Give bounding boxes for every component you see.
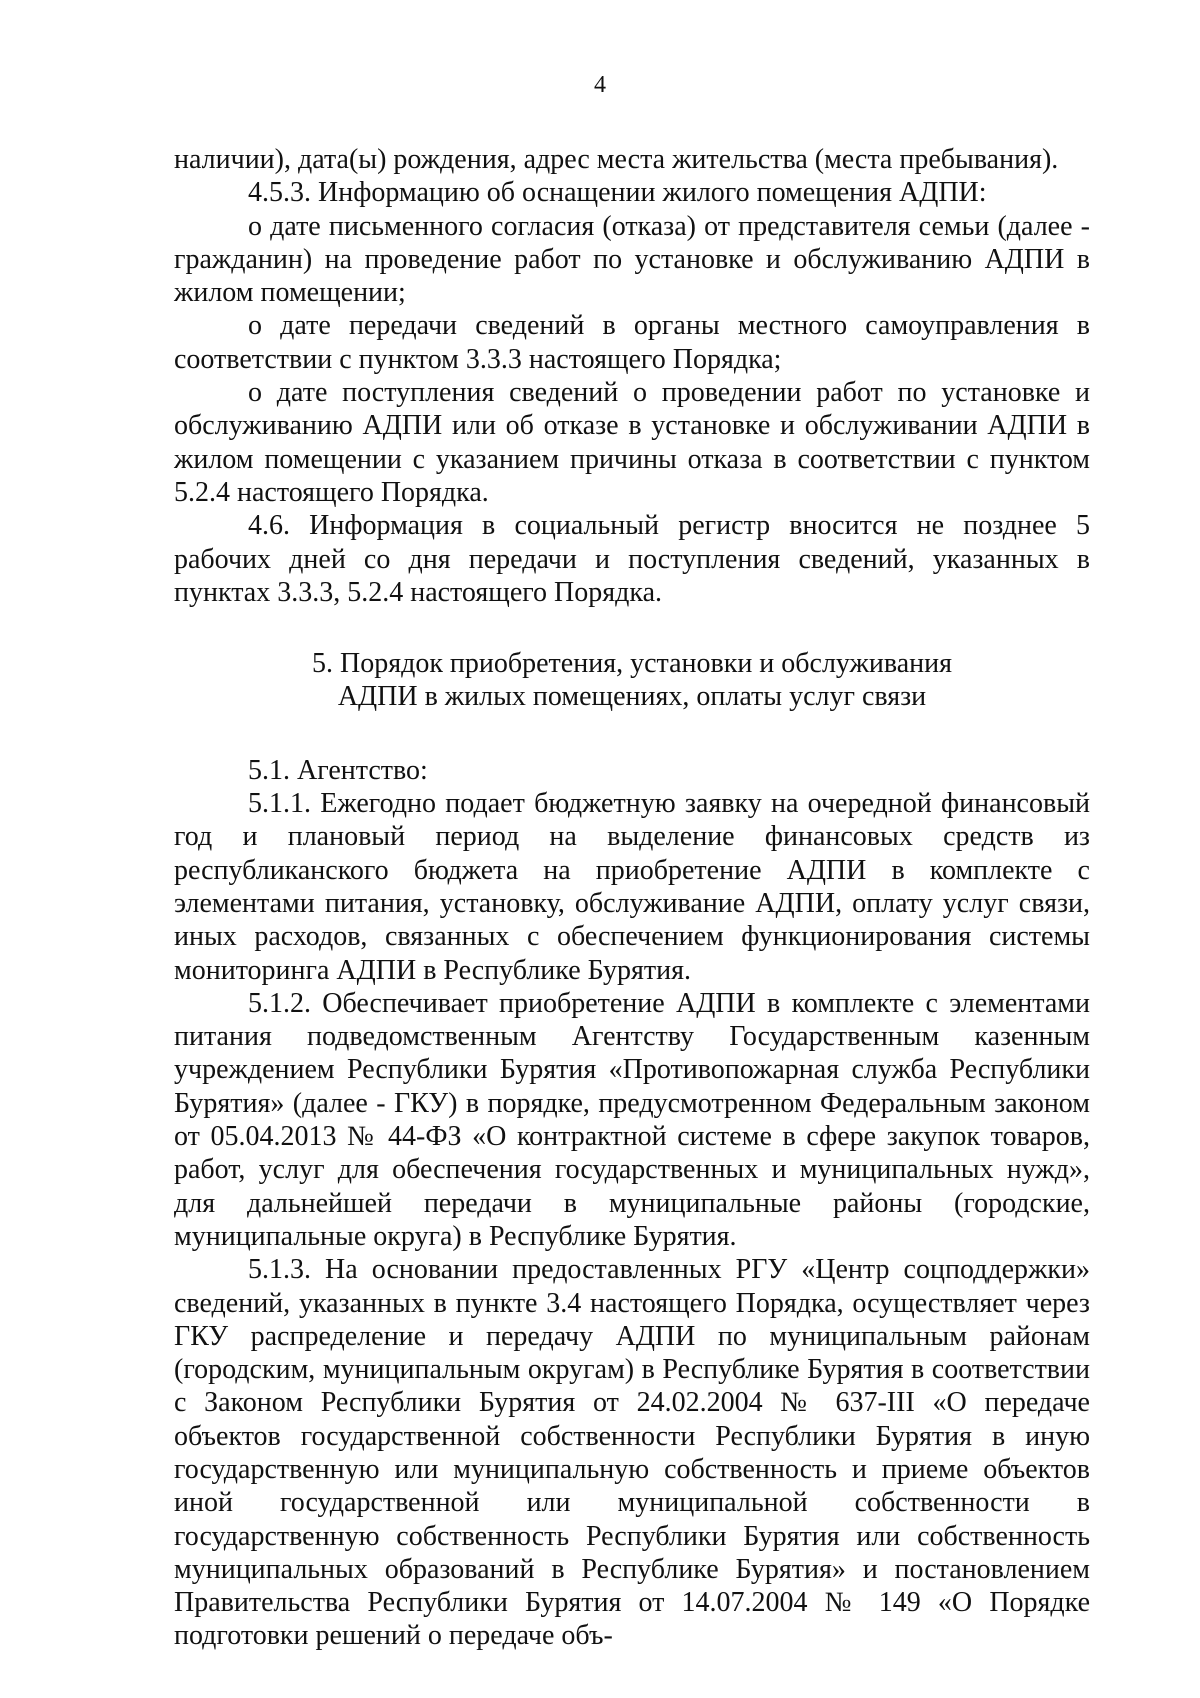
section-heading bbox=[174, 647, 1090, 714]
paragraph-transfer-date: о дате передачи сведений в органы местного самоуправления в соответствии с пунктом 3.3.3 настоящего Порядка; bbox=[174, 310, 1090, 375]
paragraph-4-5-3: 4.5.3. Информацию об оснащении жилого помещения АДПИ: bbox=[248, 177, 987, 209]
section-heading-line-2: АДПИ в жилых помещениях, оплаты услуг связи bbox=[337, 681, 927, 713]
page-number: 4 bbox=[594, 72, 606, 98]
paragraph-consent-date: о дате письменного согласия (отказа) от представителя семьи (далее - гражданин) на проведение работ по установке и обслуживанию АДПИ в жилом помещении; bbox=[174, 210, 1090, 309]
paragraph-5-1-3: 5.1.3. На основании предоставленных РГУ «Центр соцподдержки» сведений, указанных в пункте 3.4 настоящего Порядка, осуществляет через ГКУ распределение и передачу АДПИ по муниципальным районам (городским, муниципальным округам) в Республике Бурятия в соответствии с Законом Республики Бурятия от 24.02.2004 № 637-III «О передаче объектов государственной собственности Республики Бурятия в иную государственную или муниципальную собственность и приеме объектов иной государственной или муниципальной собственности в государственную собственность Республики Бурятия или собственность муниципальных образований в Республике Бурятия» и постановлением Правительства Республики Бурятия от 14.07.2004 № 149 «О Порядке подготовки решений о передаче объ- bbox=[174, 1254, 1090, 1652]
paragraph-5-1-1: 5.1.1. Ежегодно подает бюджетную заявку на очередной финансовый год и плановый период на выделение финансовых средств из республиканского бюджета на приобретение АДПИ в комплекте с элементами питания, установку, обслуживание АДПИ, оплату услуг связи, иных расходов, связанных с обеспечением функционирования системы мониторинга АДПИ в Республике Бурятия. bbox=[174, 788, 1090, 986]
section-heading-line-1: 5. Порядок приобретения, установки и обслуживания bbox=[311, 648, 953, 680]
document-body bbox=[174, 143, 1090, 1653]
paragraph-5-1: 5.1. Агентство: bbox=[248, 754, 428, 786]
paragraph-5-1-2: 5.1.2. Обеспечивает приобретение АДПИ в комплекте с элементами питания подведомственным Агентству Государственным казенным учреждением Республики Бурятия «Противопожарная служба Республики Бурятия» (далее - ГКУ) в порядке, предусмотренном Федеральным законом от 05.04.2013 № 44-ФЗ «О контрактной системе в сфере закупок товаров, работ, услуг для обеспечения государственных и муниципальных нужд», для дальнейшей передачи в муниципальные районы (городские, муниципальные округа) в Республике Бурятия. bbox=[174, 987, 1090, 1252]
paragraph-4-6: 4.6. Информация в социальный регистр вносится не позднее 5 рабочих дней со дня передачи и поступления сведений, указанных в пунктах 3.3.3, 5.2.4 настоящего Порядка. bbox=[174, 510, 1090, 608]
paragraph-receipt-date: о дате поступления сведений о проведении работ по установке и обслуживанию АДПИ или об отказе в установке и обслуживании АДПИ в жилом помещении с указанием причины отказа в соответствии с пунктом 5.2.4 настоящего Порядка. bbox=[174, 377, 1090, 508]
paragraph-continuation: наличии), дата(ы) рождения, адрес места жительства (места пребывания). bbox=[174, 144, 1059, 175]
